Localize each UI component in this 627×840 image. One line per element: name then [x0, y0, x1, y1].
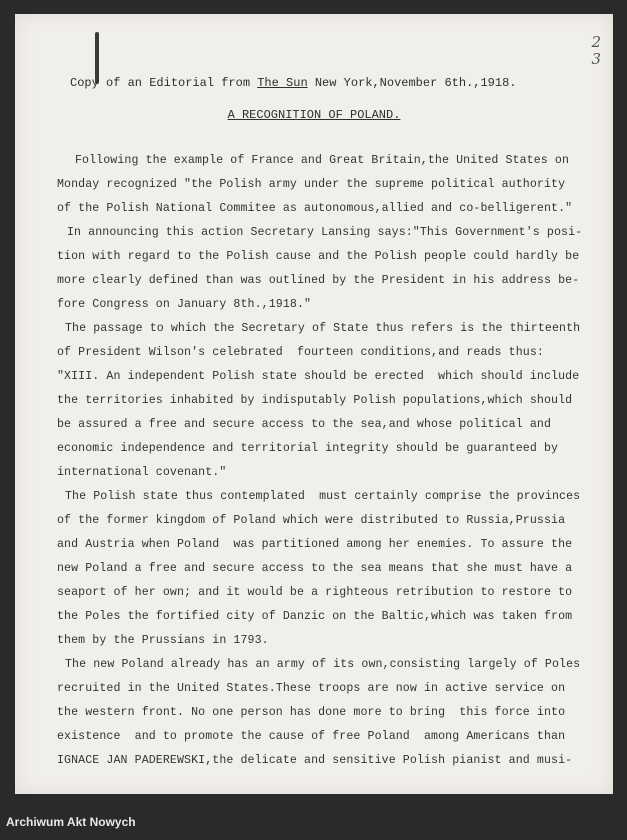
body-line: the Poles the fortified city of Danzic on the Baltic,which was taken from	[57, 610, 573, 623]
archive-label: Archiwum Akt Nowych	[6, 815, 136, 829]
body-line: economic independence and territorial integrity should be guaranteed by	[57, 442, 559, 455]
body-line: tion with regard to the Polish cause and the Polish people could hardly be	[57, 250, 580, 263]
document-header	[70, 76, 517, 90]
body-line: them by the Prussians in 1793.	[57, 634, 269, 647]
body-line: Following the example of France and Great Britain,the United States on	[75, 154, 570, 167]
body-line: "XIII. An independent Polish state should be erected which should include	[57, 370, 580, 383]
body-line: be assured a free and secure access to the sea,and whose political and	[57, 418, 552, 431]
body-line: IGNACE JAN PADEREWSKI,the delicate and sensitive Polish pianist and musi-	[57, 754, 573, 767]
handwritten-note-line: 3	[591, 50, 601, 68]
body-line: of President Wilson's celebrated fourteen conditions,and reads thus:	[57, 346, 544, 359]
body-line: Monday recognized "the Polish army under the supreme political authority	[57, 178, 566, 191]
body-line: fore Congress on January 8th.,1918."	[57, 298, 312, 311]
header-suffix: New York,November 6th.,1918.	[307, 76, 517, 90]
body-line: and Austria when Poland was partitioned among her enemies. To assure the	[57, 538, 573, 551]
body-line: international covenant."	[57, 466, 227, 479]
body-line: The Polish state thus contemplated must certainly comprise the provinces	[65, 490, 581, 503]
body-line: In announcing this action Secretary Lansing says:"This Government's posi-	[67, 226, 583, 239]
handwritten-note-line: 2	[591, 33, 601, 51]
body-line: The new Poland already has an army of its own,consisting largely of Poles	[65, 658, 581, 671]
editorial-title: A RECOGNITION OF POLAND.	[227, 108, 401, 122]
body-line: existence and to promote the cause of free Poland among Americans than	[57, 730, 566, 743]
header-prefix: Copy of an Editorial from	[70, 76, 258, 90]
body-line: the western front. No one person has done more to bring this force into	[57, 706, 566, 719]
body-line: more clearly defined than was outlined by the President in his address be-	[57, 274, 580, 287]
body-line: of the former kingdom of Poland which were distributed to Russia,Prussia	[57, 514, 566, 527]
body-line: seaport of her own; and it would be a righteous retribution to restore to	[57, 586, 573, 599]
body-line: of the Polish National Commitee as autonomous,allied and co-belligerent."	[57, 202, 573, 215]
body-line: The passage to which the Secretary of State thus refers is the thirteenth	[65, 322, 581, 335]
newspaper-name: The Sun	[257, 76, 308, 90]
document-page	[15, 14, 613, 794]
body-line: recruited in the United States.These troops are now in active service on	[57, 682, 566, 695]
archive-footer	[0, 794, 627, 840]
body-line: the territories inhabited by indisputably Polish populations,which should	[57, 394, 573, 407]
body-line: new Poland a free and secure access to the sea means that she must have a	[57, 562, 573, 575]
handwritten-page-number	[591, 34, 601, 68]
